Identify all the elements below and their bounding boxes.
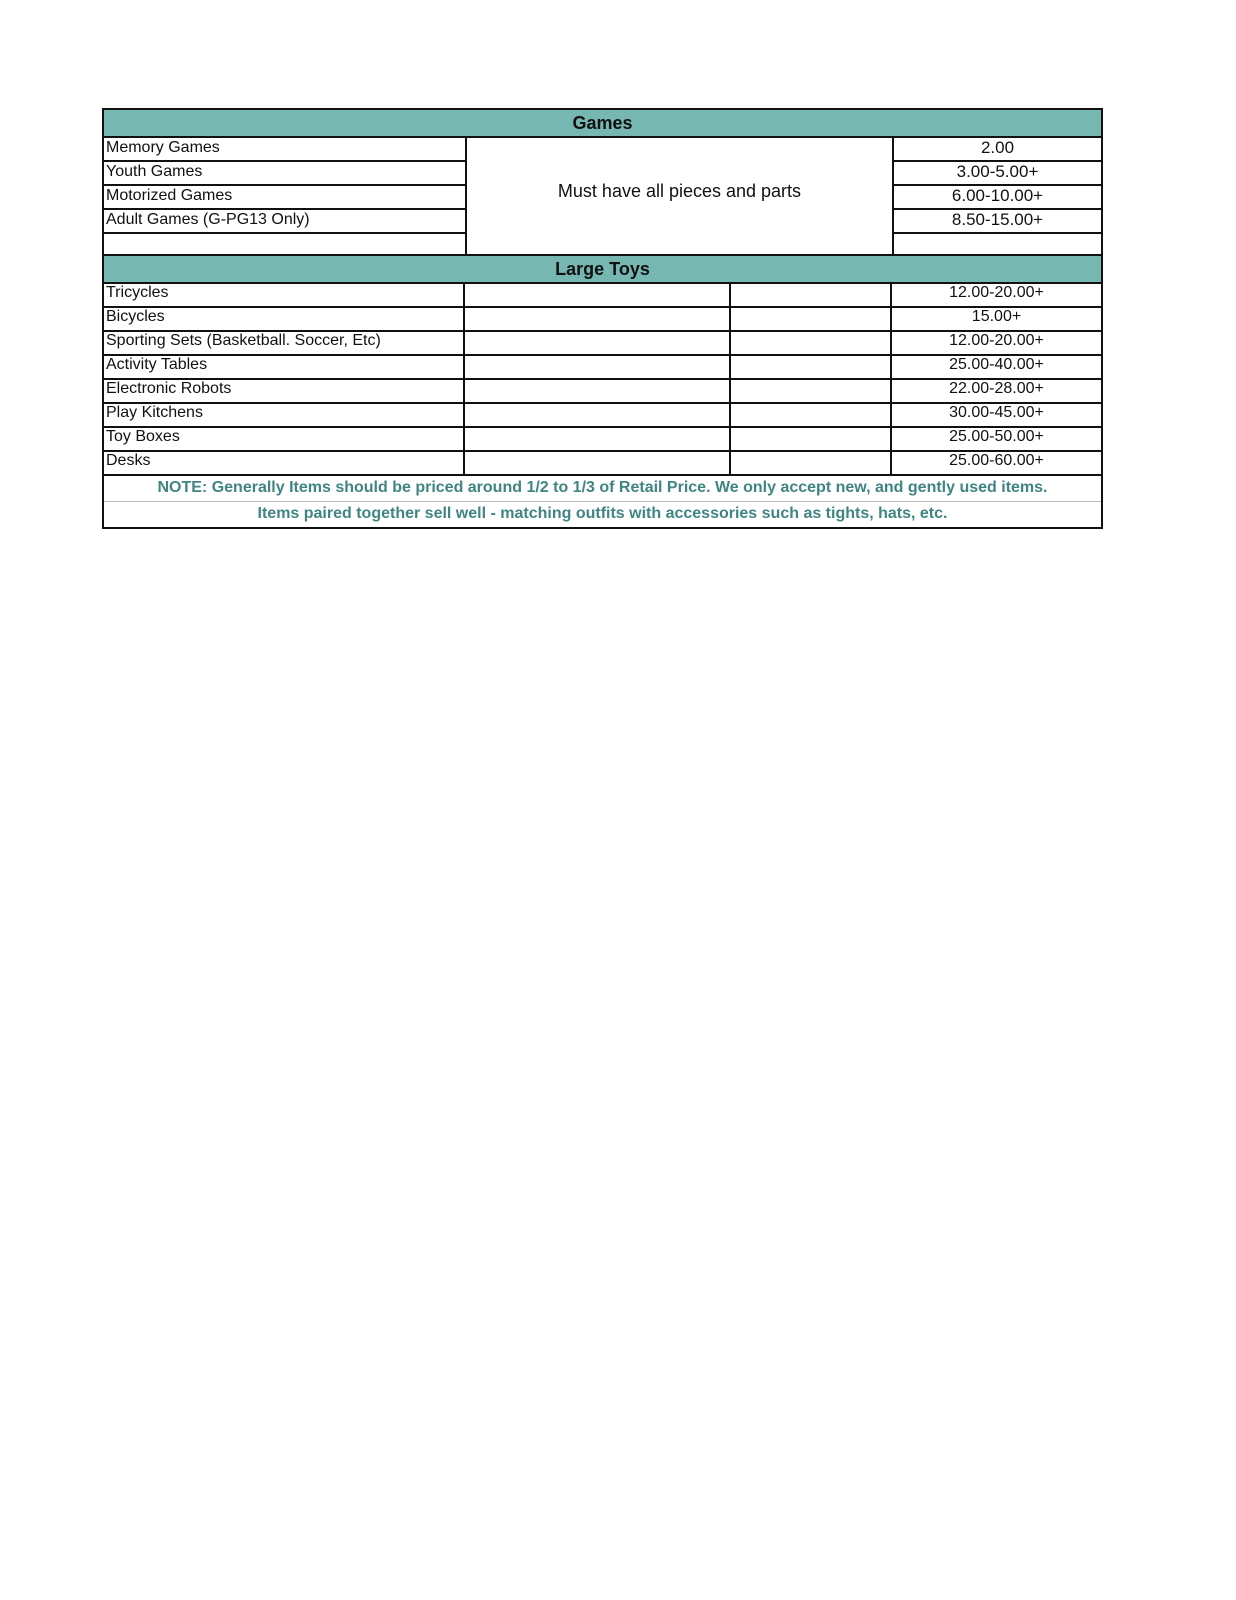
blank-cell (731, 404, 892, 426)
large-toys-item-name: Sporting Sets (Basketball. Soccer, Etc) (104, 332, 465, 354)
blank-cell (465, 308, 731, 330)
large-toys-item-price: 25.00-50.00+ (949, 428, 1044, 445)
large-toys-item-price: 22.00-28.00+ (949, 380, 1044, 397)
large-toys-item-name: Toy Boxes (104, 428, 465, 450)
blank-cell (731, 452, 892, 474)
blank-cell (731, 428, 892, 450)
table-row (104, 356, 1101, 380)
large-toys-item-price: 30.00-45.00+ (949, 404, 1044, 421)
large-toys-item-price: 25.00-40.00+ (949, 356, 1044, 373)
games-item-name (104, 234, 465, 254)
blank-cell (465, 404, 731, 426)
blank-cell (731, 284, 892, 306)
games-section-header: Games (104, 110, 1101, 138)
large-toys-item-price: 12.00-20.00+ (949, 332, 1044, 349)
games-item-price: 3.00-5.00+ (894, 162, 1101, 186)
games-item-price (894, 234, 1101, 254)
table-row (104, 452, 1101, 476)
footer-note-line-1: NOTE: Generally Items should be priced around 1/2 to 1/3 of Retail Price. We only accept new, and gently used items. (157, 479, 1048, 496)
large-toys-item-price: 15.00+ (971, 308, 1022, 325)
large-toys-item-name: Bicycles (104, 308, 465, 330)
games-grid (104, 138, 1101, 256)
games-item-price: 8.50-15.00+ (894, 210, 1101, 234)
games-item-name: Adult Games (G-PG13 Only) (104, 210, 465, 234)
large-toys-section-header: Large Toys (104, 256, 1101, 284)
large-toys-item-name: Activity Tables (104, 356, 465, 378)
games-condition-note: Must have all pieces and parts (467, 138, 894, 254)
blank-cell (465, 380, 731, 402)
games-item-name: Youth Games (104, 162, 465, 186)
large-toys-item-name: Tricycles (104, 284, 465, 306)
blank-cell (731, 356, 892, 378)
table-row (104, 380, 1101, 404)
footer-note-line-2: Items paired together sell well - matching outfits with accessories such as tights, hats, etc. (104, 501, 1101, 527)
blank-cell (465, 284, 731, 306)
price-sheet (102, 108, 1103, 529)
games-price-column (894, 138, 1101, 254)
large-toys-item-name: Electronic Robots (104, 380, 465, 402)
games-item-price: 2.00 (894, 138, 1101, 162)
blank-cell (465, 332, 731, 354)
games-item-price: 6.00-10.00+ (894, 186, 1101, 210)
table-row (104, 308, 1101, 332)
games-item-name: Motorized Games (104, 186, 465, 210)
blank-cell (465, 428, 731, 450)
large-toys-item-name: Play Kitchens (104, 404, 465, 426)
table-row (104, 428, 1101, 452)
blank-cell (731, 332, 892, 354)
large-toys-item-price: 25.00-60.00+ (949, 452, 1044, 469)
table-row (104, 332, 1101, 356)
blank-cell (731, 308, 892, 330)
blank-cell (465, 452, 731, 474)
table-row (104, 284, 1101, 308)
blank-cell (465, 356, 731, 378)
large-toys-item-price: 12.00-20.00+ (949, 284, 1044, 301)
large-toys-item-name: Desks (104, 452, 465, 474)
blank-cell (731, 380, 892, 402)
table-row (104, 404, 1101, 428)
games-item-column (104, 138, 467, 254)
games-item-name: Memory Games (104, 138, 465, 162)
